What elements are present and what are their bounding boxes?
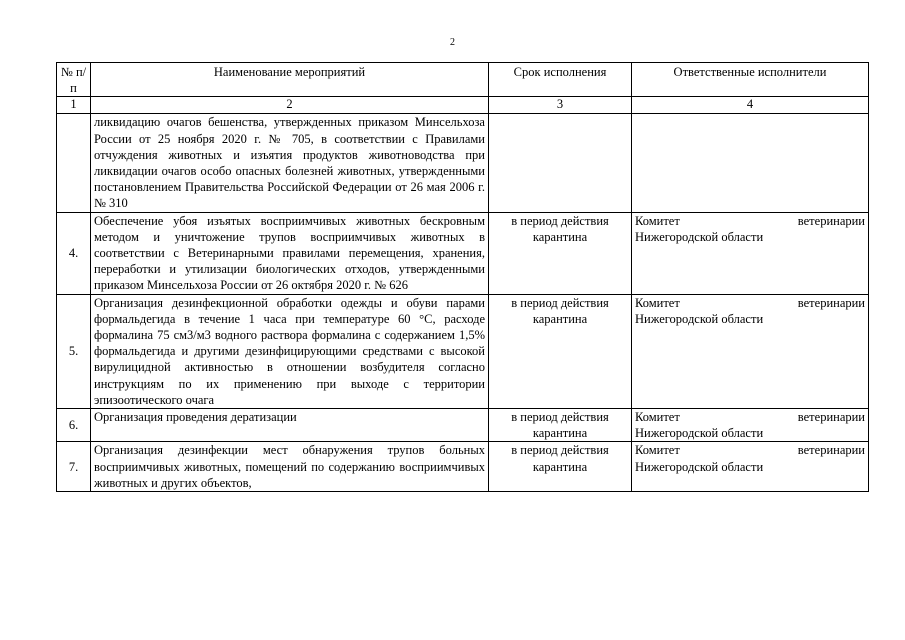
header-measures: Наименование мероприятий — [91, 63, 489, 97]
table-header-row — [57, 63, 869, 97]
row-responsible — [632, 212, 869, 294]
header-responsible: Ответственные исполнители — [632, 63, 869, 97]
row-measure: Организация проведения дератизации — [91, 409, 489, 442]
column-numbers-row — [57, 97, 869, 114]
row-number: 7. — [57, 442, 91, 492]
column-number: 2 — [91, 97, 489, 114]
table-row — [57, 114, 869, 212]
row-measure: ликвидацию очагов бешенства, утвержденных приказом Минсельхоза России от 25 ноября 2020 г. № 705, в соответствии с Правилами отчуждения животных и изъятия продуктов животноводства при ликвидации очагов особо опасных болезней животных, утвержденными постановлением Правительства Российской Федерации от 26 мая 2006 г. № 310 — [91, 114, 489, 212]
header-deadline: Срок исполнения — [489, 63, 632, 97]
row-number: 4. — [57, 212, 91, 294]
row-responsible — [632, 114, 869, 212]
table-row — [57, 409, 869, 442]
row-deadline: в период действия карантина — [489, 442, 632, 492]
column-number: 4 — [632, 97, 869, 114]
row-responsible — [632, 442, 869, 492]
measures-table — [56, 62, 869, 492]
responsible-line: Комитет ветеринарии — [635, 410, 865, 425]
row-number: 5. — [57, 294, 91, 408]
responsible-line: Нижегородской области — [635, 459, 764, 474]
responsible-line: Комитет ветеринарии — [635, 295, 865, 310]
table-row — [57, 294, 869, 408]
header-number: № п/п — [57, 63, 91, 97]
row-responsible — [632, 294, 869, 408]
row-measure: Обеспечение убоя изъятых восприимчивых животных бескровным методом и уничтожение трупов восприимчивых животных в соответствии с Ветеринарными правилами перемещения, хранения, переработки и утилизации биологических отходов, утвержденными приказом Минсельхоза России от 26 октября 2020 г. № 626 — [91, 212, 489, 294]
page-number: 2 — [450, 37, 455, 48]
row-responsible — [632, 409, 869, 442]
responsible-line: Комитет ветеринарии — [635, 443, 865, 458]
row-deadline — [489, 114, 632, 212]
responsible-line: Комитет ветеринарии — [635, 213, 865, 228]
column-number: 1 — [57, 97, 91, 114]
row-number: 6. — [57, 409, 91, 442]
row-measure: Организация дезинфекционной обработки одежды и обуви парами формальдегида в течение 1 часа при температуре 60 °С, расходе формалина 75 см3/м3 водного раствора формалина с содержанием 1,5% формальдегида и другими дезинфицирующими средствами с высокой вирулицидной активностью в отношении возбудителя согласно инструкциям по их применению при выходе с территории эпизоотического очага — [91, 294, 489, 408]
table-row — [57, 442, 869, 492]
table-row — [57, 212, 869, 294]
column-number: 3 — [489, 97, 632, 114]
row-measure: Организация дезинфекции мест обнаружения трупов больных восприимчивых животных, помещений по содержанию восприимчивых животных и других объектов, — [91, 442, 489, 492]
responsible-line: Нижегородской области — [635, 229, 764, 244]
responsible-line: Нижегородской области — [635, 311, 764, 326]
responsible-line: Нижегородской области — [635, 426, 764, 441]
row-number — [57, 114, 91, 212]
row-deadline: в период действия карантина — [489, 212, 632, 294]
row-deadline: в период действия карантина — [489, 409, 632, 442]
row-deadline: в период действия карантина — [489, 294, 632, 408]
